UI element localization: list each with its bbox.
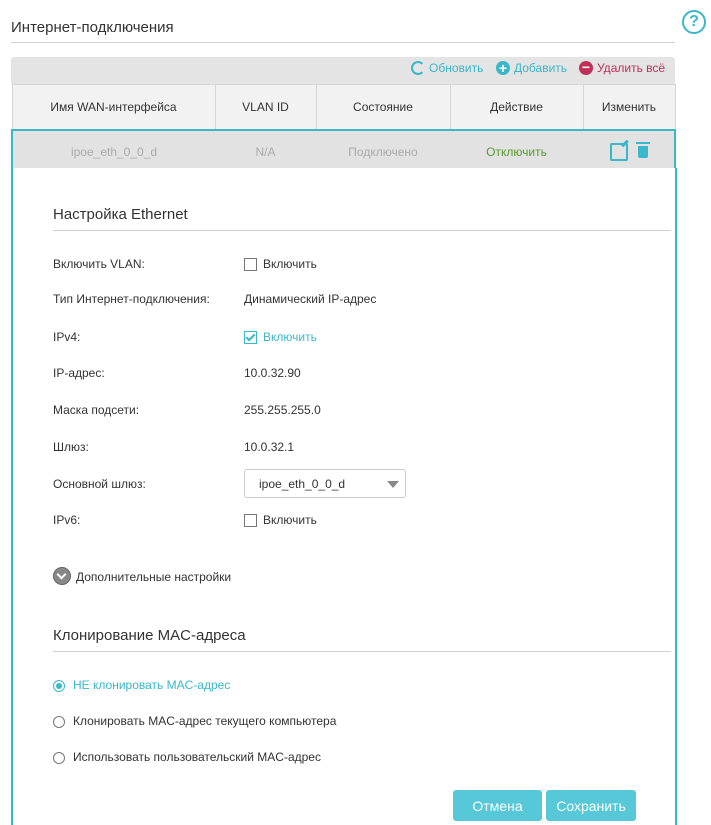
mac-option-clone-current[interactable] xyxy=(53,714,336,728)
edit-icon[interactable] xyxy=(610,143,628,161)
enable-vlan-checkbox[interactable] xyxy=(244,257,317,271)
add-button[interactable] xyxy=(496,60,567,76)
expand-icon[interactable] xyxy=(53,567,71,585)
conn-type-value: Динамический IP-адрес xyxy=(244,292,377,306)
col-header-state: Состояние xyxy=(316,85,450,131)
wan-table xyxy=(11,84,676,174)
ipv6-option: Включить xyxy=(263,513,317,527)
main-gateway-label: Основной шлюз: xyxy=(53,477,146,491)
cell-edit xyxy=(583,130,675,174)
col-header-vlan: VLAN ID xyxy=(215,85,316,131)
table-header-row xyxy=(12,85,675,131)
mac-option-custom[interactable] xyxy=(53,750,321,764)
mac-option-no-clone[interactable] xyxy=(53,678,230,692)
title-divider xyxy=(11,42,675,43)
ethernet-divider xyxy=(53,230,671,231)
cancel-button[interactable]: Отмена xyxy=(453,790,542,821)
refresh-label: Обновить xyxy=(429,61,484,75)
main-gateway-select[interactable] xyxy=(244,469,406,498)
mask-label: Маска подсети: xyxy=(53,403,140,417)
mac-option-label: НЕ клонировать MAC-адрес xyxy=(73,678,231,692)
refresh-button[interactable] xyxy=(411,60,483,76)
col-header-name: Имя WAN-интерфейса xyxy=(12,85,215,131)
minus-icon: − xyxy=(579,61,593,75)
col-header-action: Действие xyxy=(450,85,583,131)
ipv6-checkbox[interactable] xyxy=(244,513,317,527)
ip-label: IP-адрес: xyxy=(53,366,105,380)
ipv4-label: IPv4: xyxy=(53,330,81,344)
mac-divider xyxy=(53,651,671,652)
enable-vlan-option: Включить xyxy=(263,257,317,271)
mac-section-title: Клонирование MAC-адреса xyxy=(53,627,246,644)
conn-type-label: Тип Интернет-подключения: xyxy=(53,292,210,306)
table-row[interactable] xyxy=(12,130,675,174)
checkbox-checked-icon xyxy=(244,331,257,344)
cell-vlan: N/A xyxy=(215,130,316,174)
ipv6-label: IPv6: xyxy=(53,513,81,527)
mac-option-label: Клонировать MAC-адрес текущего компьютера xyxy=(73,714,337,728)
table-toolbar xyxy=(11,57,675,84)
radio-icon xyxy=(53,716,65,728)
gateway-value: 10.0.32.1 xyxy=(244,440,295,454)
page-title: Интернет-подключения xyxy=(11,19,174,36)
delete-all-label: Удалить всё xyxy=(597,61,666,75)
ip-value: 10.0.32.90 xyxy=(244,366,301,380)
enable-vlan-label: Включить VLAN: xyxy=(53,257,145,271)
main-gateway-value: ipoe_eth_0_0_d xyxy=(259,477,346,491)
delete-all-button[interactable] xyxy=(579,60,665,76)
ethernet-section-title: Настройка Ethernet xyxy=(53,206,188,223)
chevron-down-icon xyxy=(387,481,399,488)
refresh-icon xyxy=(411,61,425,75)
disconnect-link[interactable]: Отключить xyxy=(450,130,583,174)
help-icon[interactable]: ? xyxy=(682,10,706,34)
radio-icon xyxy=(53,752,65,764)
checkbox-icon xyxy=(244,514,257,527)
mac-option-label: Использовать пользовательский MAC-адрес xyxy=(73,750,321,764)
col-header-edit: Изменить xyxy=(583,85,675,131)
trash-icon[interactable] xyxy=(638,146,648,158)
gateway-label: Шлюз: xyxy=(53,440,89,454)
ipv4-checkbox[interactable] xyxy=(244,330,317,344)
mask-value: 255.255.255.0 xyxy=(244,403,321,417)
add-label: Добавить xyxy=(514,61,568,75)
cell-state: Подключено xyxy=(316,130,450,174)
checkbox-icon xyxy=(244,258,257,271)
cell-name: ipoe_eth_0_0_d xyxy=(12,130,215,174)
radio-selected-icon xyxy=(53,680,65,692)
save-button[interactable]: Сохранить xyxy=(546,790,636,821)
advanced-settings-link[interactable]: Дополнительные настройки xyxy=(76,570,232,584)
plus-icon: + xyxy=(496,61,510,75)
ipv4-option: Включить xyxy=(263,330,317,344)
